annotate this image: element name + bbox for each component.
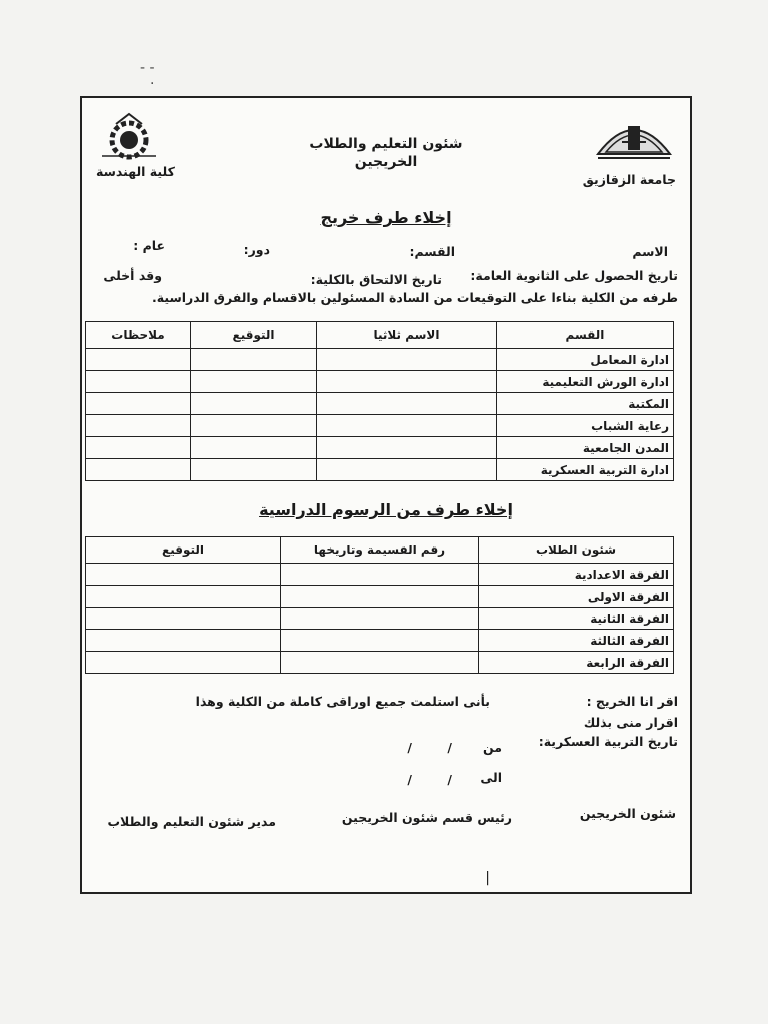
- table-row: [86, 349, 674, 371]
- graduates-affairs-signature: شئون الخريجين: [579, 806, 676, 821]
- university-seal-icon: [592, 112, 676, 172]
- row-label: ادارة المعامل: [497, 349, 674, 371]
- col-header-receipt-number: رقم القسيمة وتاريخها: [281, 537, 479, 564]
- hs-date-label: تاريخ الحصول على الثانوية العامة:: [470, 268, 678, 283]
- table-row: [86, 371, 674, 393]
- date-slash: /: [407, 740, 412, 755]
- signature-cell[interactable]: [86, 630, 281, 652]
- declaration-label: اقر انا الخريج :: [586, 694, 678, 709]
- col-header-notes: ملاحظات: [86, 322, 191, 349]
- row-label: الفرقة الثانية: [479, 608, 674, 630]
- row-label: الفرقة الاعدادية: [479, 564, 674, 586]
- row-label: المدن الجامعية: [497, 437, 674, 459]
- table-row: [86, 586, 674, 608]
- signature-cell[interactable]: [191, 371, 317, 393]
- name-cell[interactable]: [317, 371, 497, 393]
- signature-cell[interactable]: [191, 393, 317, 415]
- notes-cell[interactable]: [86, 371, 191, 393]
- military-to: الى: [480, 770, 502, 785]
- table-row: [86, 608, 674, 630]
- table-row: [86, 393, 674, 415]
- departments-table: [85, 321, 674, 481]
- name-label: الاسم: [632, 244, 668, 259]
- scan-mark: |: [485, 870, 490, 886]
- faculty-name: كلية الهندسة: [96, 164, 175, 179]
- signature-cell[interactable]: [86, 652, 281, 674]
- signature-cell[interactable]: [191, 415, 317, 437]
- year-label: عام :: [133, 238, 165, 253]
- clearance-text: طرفه من الكلية بناءا على التوقيعات من السادة المسئولين بالاقسام والفرق الدراسية.: [152, 290, 678, 305]
- table-row: [86, 459, 674, 481]
- signature-cell[interactable]: [86, 586, 281, 608]
- receipt-cell[interactable]: [281, 630, 479, 652]
- notes-cell[interactable]: [86, 437, 191, 459]
- row-label: الفرقة الثالثة: [479, 630, 674, 652]
- round-label: دور:: [243, 242, 270, 257]
- receipt-cell[interactable]: [281, 608, 479, 630]
- military-from: من: [483, 740, 502, 755]
- head-graduates-signature: رئيس قسم شئون الخريجين: [341, 810, 512, 825]
- col-header-student-affairs: شئون الطلاب: [479, 537, 674, 564]
- scan-speck: .: [150, 72, 155, 88]
- fees-section-title: إخلاء طرف من الرسوم الدراسية: [259, 500, 513, 519]
- graduate-clearance-form: [80, 96, 692, 894]
- faculty-gear-icon: [96, 112, 162, 162]
- date-slash: /: [447, 772, 452, 787]
- notes-cell[interactable]: [86, 393, 191, 415]
- notes-cell[interactable]: [86, 349, 191, 371]
- university-name: جامعة الزقازيق: [582, 172, 676, 187]
- table-row: [86, 564, 674, 586]
- fees-table: [85, 536, 674, 674]
- receipt-cell[interactable]: [281, 586, 479, 608]
- date-slash: /: [407, 772, 412, 787]
- name-cell[interactable]: [317, 415, 497, 437]
- signature-cell[interactable]: [86, 564, 281, 586]
- declaration-text: بأنى استلمت جميع اوراقى كاملة من الكلية وهذا: [195, 694, 490, 709]
- table-row: [86, 437, 674, 459]
- director-signature: مدير شئون التعليم والطلاب: [107, 814, 276, 829]
- name-cell[interactable]: [317, 437, 497, 459]
- receipt-cell[interactable]: [281, 564, 479, 586]
- signature-cell[interactable]: [86, 608, 281, 630]
- row-label: رعاية الشباب: [497, 415, 674, 437]
- dept-line1: شئون التعليم والطلاب: [309, 136, 463, 152]
- signature-cell[interactable]: [191, 349, 317, 371]
- name-cell[interactable]: [317, 349, 497, 371]
- row-label: الفرقة الاولى: [479, 586, 674, 608]
- scan-speck: - -: [140, 60, 155, 76]
- row-label: ادارة الورش التعليمية: [497, 371, 674, 393]
- name-cell[interactable]: [317, 393, 497, 415]
- notes-cell[interactable]: [86, 459, 191, 481]
- col-header-signature: التوقيع: [191, 322, 317, 349]
- date-slash: /: [447, 740, 452, 755]
- col-header-department: القسم: [497, 322, 674, 349]
- table-row: [86, 630, 674, 652]
- form-title: إخلاء طرف خريج: [320, 208, 452, 227]
- row-label: الفرقة الرابعة: [479, 652, 674, 674]
- dept-label: القسم:: [409, 244, 455, 259]
- military-date-label: تاريخ التربية العسكرية:: [538, 734, 678, 749]
- col-header-full-name: الاسم ثلاثيا: [317, 322, 497, 349]
- table-row: [86, 652, 674, 674]
- col-header-signature: التوقيع: [86, 537, 281, 564]
- enroll-date-label: تاريخ الالتحاق بالكلية:: [310, 272, 442, 287]
- declaration-line2: اقرار منى بذلك: [583, 715, 678, 730]
- row-label: ادارة التربية العسكرية: [497, 459, 674, 481]
- signature-cell[interactable]: [191, 437, 317, 459]
- signature-cell[interactable]: [191, 459, 317, 481]
- dept-line2: الخريجين: [354, 154, 418, 170]
- cleared-label: وقد أخلى: [103, 268, 162, 283]
- table-row: [86, 415, 674, 437]
- row-label: المكتبة: [497, 393, 674, 415]
- name-cell[interactable]: [317, 459, 497, 481]
- receipt-cell[interactable]: [281, 652, 479, 674]
- notes-cell[interactable]: [86, 415, 191, 437]
